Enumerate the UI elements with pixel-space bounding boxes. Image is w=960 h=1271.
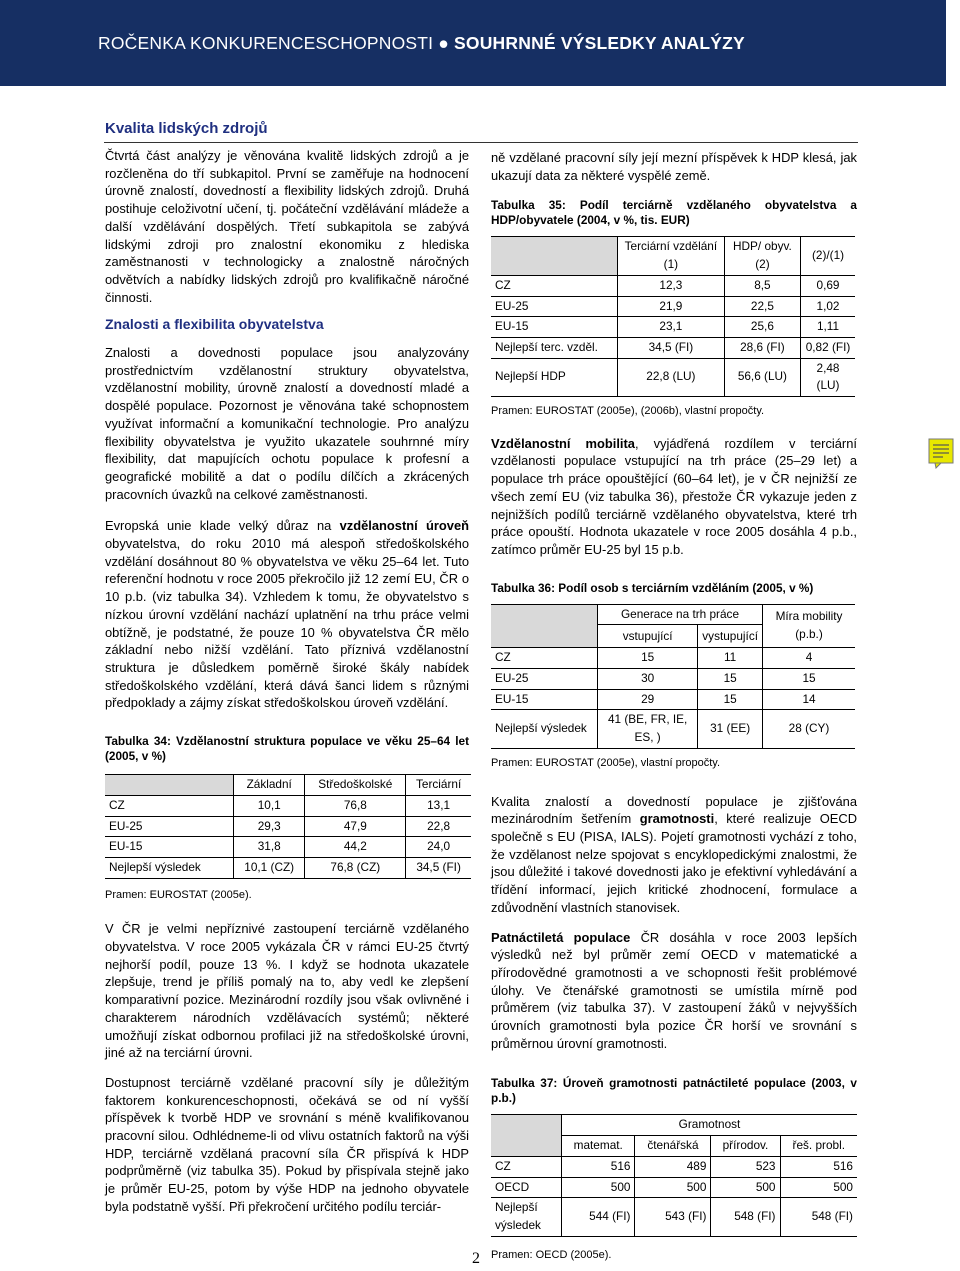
table34 <box>105 774 471 879</box>
table37-cell: 516 <box>780 1156 857 1177</box>
table35-cell: Nejlepší terc. vzděl. <box>491 337 618 358</box>
table36-cell: 28 (CY) <box>763 710 856 748</box>
p3-text-b: obyvatelstva, do roku 2010 má alespoň středoškolského vzdělání dosáhnout 80 % obyvatelstva ve věku 25–64 let. Tuto referenční hodnotu v roce 2005 překročilo již 12 zemí EU, ČR o 10 p.b. (viz tabulka 34). Vzhledem k tomu, že obyvatelstvo s nízkou úrovní vzdělání nachází uplatnění na trhu práce velmi obtížně, je podstatné, že pouze 10 % obyvatelstva ČR mělo základní nebo nižší vzdělání. Tato příznivá vzdělanostní struktura je důsledkem poměrně široké škály nabídek středoškolského vzdělání, která dává šanci lidem s různými předpoklady a zájmy získat středoškolskou úroveň vzdělání. <box>105 536 469 711</box>
table36-cell: EU-15 <box>491 689 598 710</box>
table36-cell: EU-25 <box>491 669 598 690</box>
table37-cell: 543 (FI) <box>635 1198 711 1236</box>
table37-cell: Nejlepší výsledek <box>491 1198 562 1236</box>
table34-cell: 76,8 <box>305 795 406 816</box>
table36-cell: 30 <box>598 669 698 690</box>
table35-cell: 23,1 <box>618 317 725 338</box>
table37-cell: 489 <box>635 1156 711 1177</box>
table-row <box>491 669 855 690</box>
table35-header: HDP/ obyv. (2) <box>724 237 800 275</box>
table34-header: Terciární <box>406 775 471 796</box>
table34-cell: 34,5 (FI) <box>406 857 471 878</box>
table34-cell: EU-25 <box>105 816 234 837</box>
table37-cell: 500 <box>711 1177 780 1198</box>
table35-cell: 28,6 (FI) <box>724 337 800 358</box>
header-title <box>98 33 745 54</box>
table35-cell: 25,6 <box>724 317 800 338</box>
table36-cell: 15 <box>598 648 698 669</box>
table36-cell: 29 <box>598 689 698 710</box>
table34-cell: 24,0 <box>406 837 471 858</box>
table36-source: Pramen: EUROSTAT (2005e), vlastní propočty. <box>491 756 721 769</box>
table36-header: vstupující <box>598 625 698 648</box>
table34-cell: Nejlepší výsledek <box>105 857 234 878</box>
page-number: 2 <box>472 1250 480 1267</box>
table34-cell: 31,8 <box>234 837 305 858</box>
table36-cell: 15 <box>698 669 763 690</box>
table-row <box>105 857 471 878</box>
table35-cell: 0,69 <box>801 275 855 296</box>
right-paragraph-2 <box>491 435 857 559</box>
table-row <box>491 710 855 748</box>
table34-cell: CZ <box>105 795 234 816</box>
table37-header: matemat. <box>562 1136 635 1157</box>
table36-header: vystupující <box>698 625 763 648</box>
table37-cell: 500 <box>635 1177 711 1198</box>
table35-cell: 22,5 <box>724 296 800 317</box>
table37-group-header: Gramotnost <box>562 1115 858 1136</box>
table34-source: Pramen: EUROSTAT (2005e). <box>105 888 252 901</box>
table34-cell: 76,8 (CZ) <box>305 857 406 878</box>
table37-source: Pramen: OECD (2005e). <box>491 1248 612 1261</box>
table-row <box>491 689 855 710</box>
left-paragraph-1: Čtvrtá část analýzy je věnována kvalitě lidských zdrojů a je rozčleněna do tří subkapitol. První se zaměřuje na hodnocení úrovně znalostí, dovedností a flexibility lidských zdrojů. Druhá postihuje celoživotní učení, tj. počáteční vzdělávání mládeže a další vzdělávání dospělých. Třetí subkapitola se zabývá lidskými zdroji pro znalostní ekonomiku z hlediska zaměstnanosti v technologicky a znalostně náročných odvětvích a nabídky lidských zdrojů pro kvalifikačně náročné činnosti. <box>105 148 469 305</box>
table35-cell: 2,48 (LU) <box>801 358 855 396</box>
left-column <box>105 147 469 1216</box>
table35-header: (2)/(1) <box>801 237 855 275</box>
table36-cell: 41 (BE, FR, IE, ES, ) <box>598 710 698 748</box>
table35-cell: EU-15 <box>491 317 618 338</box>
p3-text-a: Kvalita znalostí a dovedností populace je zjišťována mezinárodním šetřením <box>491 793 857 827</box>
table36-corner <box>491 625 598 648</box>
table35-cell: 56,6 (LU) <box>724 358 800 396</box>
table34-cell: EU-15 <box>105 837 234 858</box>
table35-cell: EU-25 <box>491 296 618 317</box>
table35-corner <box>491 237 618 275</box>
table-row <box>491 1177 857 1198</box>
table36-cell: 4 <box>763 648 856 669</box>
p3-text-b: , které realizuje OECD společně s EU (PISA, IALS). Pojetí gramotnosti vychází z toho, že vzdělanost nelze spojovat s encyklopedickými znalostmi, že jsou důležité i takové dovednosti jako je efektivní vyhledávání a třídění informací, jejich kritické zhodnocení, formulace a zdůvodnění vlastních stanovisek. <box>491 811 857 915</box>
table34-cell: 47,9 <box>305 816 406 837</box>
table37-header: řeš. probl. <box>780 1136 857 1157</box>
table34-cell: 22,8 <box>406 816 471 837</box>
left-paragraph-3 <box>105 517 469 712</box>
table37-cell: 500 <box>780 1177 857 1198</box>
p3-bold: gramotnosti <box>639 811 715 827</box>
table35-cell: 8,5 <box>724 275 800 296</box>
table-row <box>491 648 855 669</box>
subheading: Znalosti a flexibilita obyvatelstva <box>105 316 324 333</box>
header-title-part1: ROČENKA KONKURENCESCHOPNOSTI <box>98 33 434 53</box>
table34-header: Základní <box>234 775 305 796</box>
table36-cell: 14 <box>763 689 856 710</box>
right-paragraph-4 <box>491 929 857 1053</box>
table37-cell: 548 (FI) <box>711 1198 780 1236</box>
table36-cell: 31 (EE) <box>698 710 763 748</box>
table37-corner <box>491 1136 562 1157</box>
table37-cell: 516 <box>562 1156 635 1177</box>
table37-cell: 544 (FI) <box>562 1198 635 1236</box>
header-title-part2: SOUHRNNÉ VÝSLEDKY ANALÝZY <box>454 33 745 53</box>
table34-caption: Tabulka 34: Vzdělanostní struktura populace ve věku 25–64 let (2005, v %) <box>105 734 469 764</box>
table35-cell: 22,8 (LU) <box>618 358 725 396</box>
table36-cell: 15 <box>763 669 856 690</box>
table36-corner <box>491 604 598 625</box>
table35-cell: 21,9 <box>618 296 725 317</box>
table-row <box>105 816 471 837</box>
p2-bold: Vzdělanostní mobilita <box>491 435 635 451</box>
left-paragraph-5: Dostupnost terciárně vzdělané pracovní síly je důležitým faktorem konkurenceschopnosti, očekává se od ní vyšší příspěvek k tvorbě HDP ve srovnání s méně kvalifikovanou pracovní silou. Odhlédneme-li od vlivu ostatních faktorů na výši HDP, terciárně vzdělaná pracovní síla ČR přispívá k HDP podprůměrně (viz tabulka 35). Pokud by přispívala stejně jako je průměr EU-25, potom by výše HDP na jednoho obyvatele byla podstatně vyšší. Při překročení určitého podílu terciár- <box>105 1074 469 1214</box>
table36-caption: Tabulka 36: Podíl osob s terciárním vzděláním (2005, v %) <box>491 580 814 595</box>
table-row <box>491 275 855 296</box>
left-paragraph-4: V ČR je velmi nepříznivé zastoupení terciárně vzdělaného obyvatelstva. V roce 2005 vykázala ČR v rámci EU-25 čtvrtý nejhorší podíl, pouze 13 %. I když se hodnota ukazatele zlepšuje, trend je příliš pomalý na to, aby vedl ke zlepšení komparativní pozice. Mezinárodní rozdíly jsou však ovlivněné i charakterem národních vzdělávacích systémů; některé umožňují získat odbornou profilaci již na středoškolské úrovni, jiné až na terciární úrovni. <box>105 921 469 1061</box>
table34-corner <box>105 775 234 796</box>
table-row <box>491 358 855 396</box>
table-row <box>105 795 471 816</box>
table37-caption: Tabulka 37: Úroveň gramotnosti patnáctileté populace (2003, v p.b.) <box>491 1076 857 1106</box>
table34-cell: 13,1 <box>406 795 471 816</box>
table35-cell: 1,02 <box>801 296 855 317</box>
table-row <box>491 296 855 317</box>
table36-header: Míra mobility (p.b.) <box>763 604 856 648</box>
table-row <box>105 837 471 858</box>
table36 <box>491 604 855 749</box>
table-row <box>491 317 855 338</box>
table35-caption: Tabulka 35: Podíl terciárně vzdělaného obyvatelstva a HDP/obyvatele (2004, v %, tis. EUR) <box>491 198 857 228</box>
table35-cell: 0,82 (FI) <box>801 337 855 358</box>
p4-bold: Patnáctiletá populace <box>491 929 631 945</box>
table35-cell: Nejlepší HDP <box>491 358 618 396</box>
table35-cell: 34,5 (FI) <box>618 337 725 358</box>
page-header <box>0 0 946 86</box>
table36-cell: 15 <box>698 689 763 710</box>
table36-cell: Nejlepší výsledek <box>491 710 598 748</box>
table37-cell: 500 <box>562 1177 635 1198</box>
header-bullet: ● <box>438 33 450 53</box>
p4-text: ČR dosáhla v roce 2003 lepších výsledků než byl průměr zemí OECD v matematické a přírodovědné gramotnosti a ve schopnosti řešit problémové úlohy. Ve čtenářské gramotnosti se umístila mírně pod průměrem (viz tabulka 37). V zastoupení žáků v nejvyšších úrovních gramotnosti byla pozice ČR horší ve srovnání s průměrnou úrovní gramotnosti. <box>491 929 857 1051</box>
table35-cell: 12,3 <box>618 275 725 296</box>
table37 <box>491 1114 857 1236</box>
left-paragraph-2: Znalosti a dovednosti populace jsou analyzovány prostřednictvím vzdělanostní struktury obyvatelstva, vzdělanostní mobility, úrovně znalostí a dovedností mladé a dospělé populace. Pozornost je věnována také schopnostem využívat informační a komunikační technologie. Pro analýzu flexibility obyvatelstva je využito ukazatele souhrnné míry flexibility, dat mapujících ochotu populace k profesní a geografické mobilitě a dat o podílu dílčích a zkrácených pracovních úvazků na celkové zaměstnanosti. <box>105 345 469 502</box>
table37-cell: OECD <box>491 1177 562 1198</box>
table36-cell: CZ <box>491 648 598 669</box>
right-column <box>491 149 857 1264</box>
table35-cell: 1,11 <box>801 317 855 338</box>
table34-cell: 10,1 <box>234 795 305 816</box>
table-row <box>491 337 855 358</box>
table37-cell: 548 (FI) <box>780 1198 857 1236</box>
table34-cell: 44,2 <box>305 837 406 858</box>
table-row <box>491 1198 857 1236</box>
table34-header: Středoškolské <box>305 775 406 796</box>
table36-group-header: Generace na trh práce <box>598 604 763 625</box>
table35-cell: CZ <box>491 275 618 296</box>
table35-source: Pramen: EUROSTAT (2005e), (2006b), vlastní propočty. <box>491 405 765 418</box>
section-rule <box>104 142 858 143</box>
right-paragraph-3 <box>491 793 857 917</box>
table34-cell: 10,1 (CZ) <box>234 857 305 878</box>
table35 <box>491 236 855 397</box>
note-icon <box>927 437 957 469</box>
p3-text-a: Evropská unie klade velký důraz na <box>105 518 340 534</box>
section-title: Kvalita lidských zdrojů <box>105 120 268 137</box>
table37-header: přírodov. <box>711 1136 780 1157</box>
table35-header: Terciární vzdělání (1) <box>618 237 725 275</box>
right-paragraph-1: ně vzdělané pracovní síly její mezní příspěvek k HDP klesá, jak ukazují data za některé vyspělé země. <box>491 150 857 183</box>
table34-cell: 29,3 <box>234 816 305 837</box>
table37-header: čtenářská <box>635 1136 711 1157</box>
p2-text: , vyjádřená rozdílem v terciární vzdělanosti populace vstupující na trh práce (25–29 let) a populace trh práce opouštějící (60–64 let), je v ČR nejnižší ze všech zemí EU (viz tabulka 36), přestože ČR vykazuje jeden z nejnižších podílů terciárně vzdělaného obyvatelstva, které trh práce opouští. Hodnota ukazatele v roce 2005 dosáhla 4 p.b., zatímco průměr EU-25 byl 15 p.b. <box>491 435 857 557</box>
table37-cell: 523 <box>711 1156 780 1177</box>
table-row <box>491 1156 857 1177</box>
p3-bold: vzdělanostní úroveň <box>339 518 469 534</box>
table37-cell: CZ <box>491 1156 562 1177</box>
table37-corner <box>491 1115 562 1136</box>
table36-cell: 11 <box>698 648 763 669</box>
